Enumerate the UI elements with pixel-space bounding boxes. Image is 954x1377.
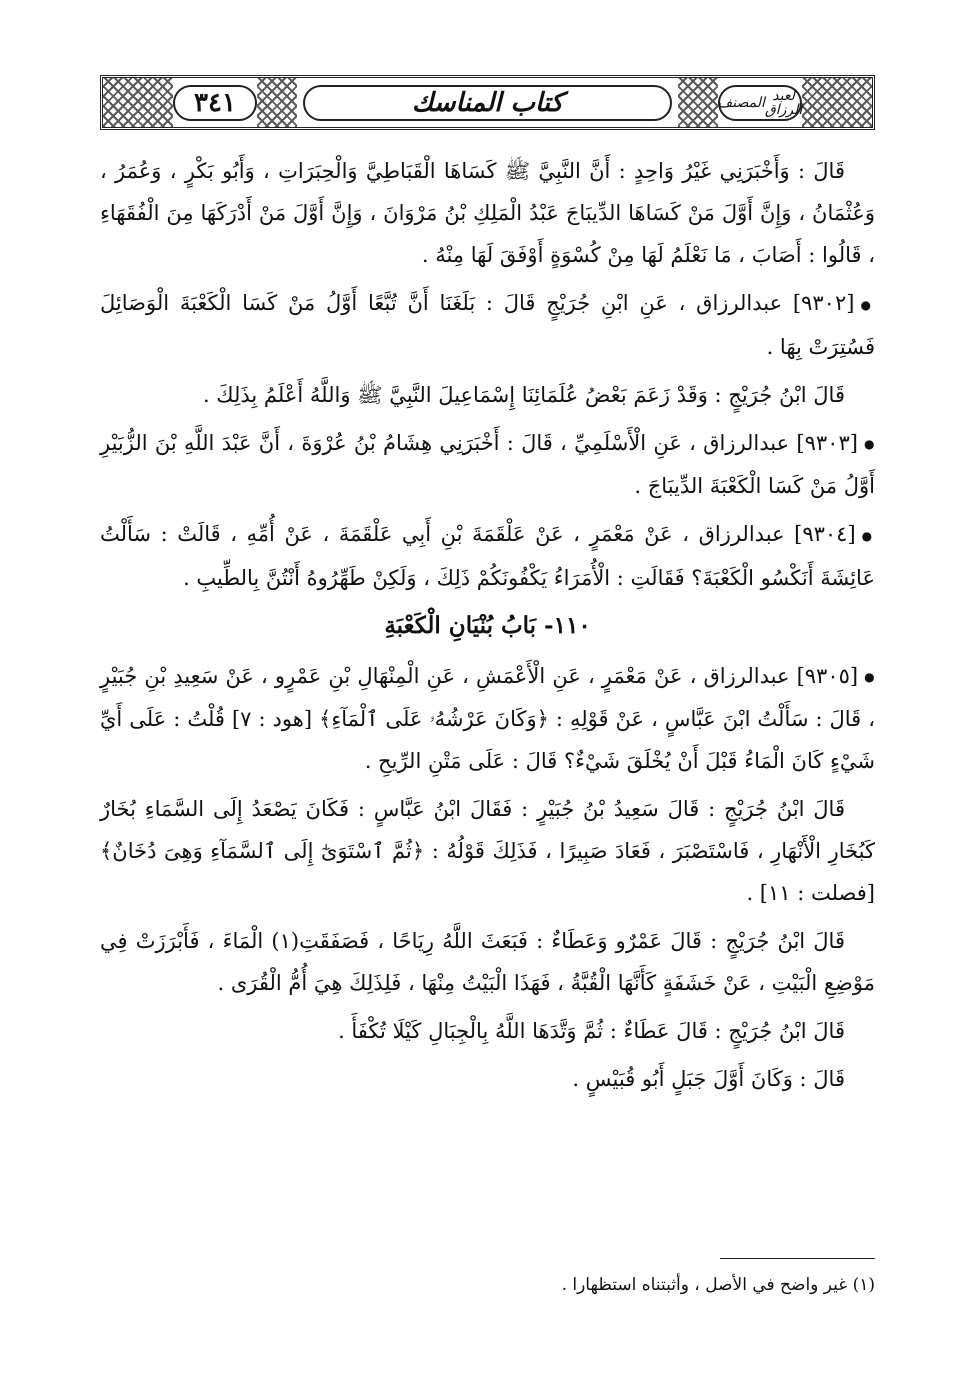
paragraph: قَالَ ابْنُ جُرَيْجٍ : وَقَدْ زَعَمَ بَعْضُ عُلَمَائِنَا إِسْمَاعِيلَ النَّبِيَّ ﷺ وَاللَّهُ أَعْلَمُ بِذَلِكَ .: [202, 382, 845, 407]
hadith-entry-9305: ● [٩٣٠٥] عبدالرزاق ، عَنْ مَعْمَرٍ ، عَنِ الْأَعْمَشِ ، عَنِ الْمِنْهَالِ بْنِ عَمْرٍو ، عَنْ سَعِيدِ بْنِ جُبَيْرٍ ، قَالَ : سَأَلْتُ ابْنَ عَبَّاسٍ ، عَنْ قَوْلِهِ : ﴿وَكَانَ عَرْشُهُۥ عَلَى ٱلْمَآءِ﴾ [هود : ٧] قُلْتُ : عَلَى أَيِّ شَيْءٍ كَانَ الْمَاءُ قَبْلَ أَنْ يُخْلَقَ شَيْءٌ؟ قَالَ : عَلَى مَتْنِ الرِّيحِ .: [100, 655, 875, 783]
paragraph: قَالَ : وَأَخْبَرَنِي غَيْرُ وَاحِدٍ : أَنَّ النَّبِيَّ ﷺ كَسَاهَا الْقَبَاطِيَّ وَالْحِبَرَاتِ ، وَأَبُو بَكْرٍ ، وَعُمَرُ ، وَعُثْمَانُ ، وَإِنَّ أَوَّلَ مَنْ كَسَاهَا الدِّيبَاجَ عَبْدُ الْمَلِكِ بْنُ مَرْوَانَ ، وَإِنَّ أَوَّلَ مَنْ أَدْرَكَهَا مِنَ الْفُقَهَاءِ ، قَالُوا : أَصَابَ ، مَا نَعْلَمُ لَهَا مِنْ كُسْوَةٍ أَوْفَقَ لَهَا مِنْهُ .: [100, 159, 875, 267]
running-header: [100, 75, 875, 130]
paragraph: قَالَ : وَكَانَ أَوَّلَ جَبَلٍ أَبُو قُبَيْسٍ .: [572, 1067, 845, 1091]
ornament-mid-right: [678, 78, 718, 127]
logo-line-2: لعبد الرزاق: [764, 87, 803, 118]
book-title: كتاب المناسك: [303, 85, 672, 121]
ornament-right: [802, 78, 872, 127]
ornament-mid-left: [257, 78, 297, 127]
ornament-left: [103, 78, 173, 127]
paragraph: قَالَ ابْنُ جُرَيْجٍ : قَالَ عَمْرٌو وَعَطَاءٌ : فَبَعَثَ اللَّهُ رِيَاحًا ، فَصَفَقَتِ(١) الْمَاءَ ، فَأَبْرَزَتْ فِي مَوْضِعِ الْبَيْتِ ، عَنْ خَشَفَةٍ كَأَنَّهَا الْقُبَّةُ ، فَهَذَا الْبَيْتُ مِنْهَا ، فَلِذَلِكَ هِيَ أُمُّ الْقُرَى .: [100, 929, 875, 995]
main-text: [100, 150, 875, 1106]
hadith-entry-9304: ● [٩٣٠٤] عبدالرزاق ، عَنْ مَعْمَرٍ ، عَنْ عَلْقَمَةَ بْنِ أَبِي عَلْقَمَةَ ، عَنْ أُمِّهِ ، قَالَتْ : سَأَلْتُ عَائِشَةَ أَنَكْسُو الْكَعْبَةَ؟ فَقَالَتِ : الْأُمَرَاءُ يَكْفُونَكُمْ ذَلِكَ ، وَلَكِنْ طَهِّرُوهُ أَنْتُنَّ بِالطِّيبِ .: [100, 513, 875, 599]
footnote: (١) غير واضح في الأصل ، وأثبتناه استظهارا .: [561, 1275, 875, 1295]
chapter-heading: ١١٠- بَابُ بُنْيَانِ الْكَعْبَةِ: [384, 611, 591, 639]
hadith-entry-9303: ● [٩٣٠٣] عبدالرزاق ، عَنِ الْأَسْلَمِيِّ ، قَالَ : أَخْبَرَنِي هِشَامُ بْنُ عُرْوَةَ ، أَنَّ عَبْدَ اللَّهِ بْنَ الزُّبَيْرِ أَوَّلُ مَنْ كَسَا الْكَعْبَةَ الدِّيبَاجَ .: [100, 422, 875, 508]
publisher-logo: [718, 85, 802, 121]
page-number: ٣٤١: [173, 85, 257, 121]
logo-line-1: المصنف: [717, 94, 765, 111]
hadith-entry-9302: ● [٩٣٠٢] عبدالرزاق ، عَنِ ابْنِ جُرَيْجٍ قَالَ : بَلَغَنَا أَنَّ تُبَّعًا أَوَّلُ مَنْ كَسَا الْكَعْبَةَ الْوَصَائِلَ فَسُتِرَتْ بِهَا .: [100, 282, 875, 368]
footnote-divider: [720, 1258, 875, 1259]
paragraph: قَالَ ابْنُ جُرَيْجٍ : قَالَ سَعِيدُ بْنُ جُبَيْرٍ : فَقَالَ ابْنُ عَبَّاسٍ : فَكَانَ يَصْعَدُ إِلَى السَّمَاءِ بُخَارٌ كَبُخَارِ الْأَنْهَارِ ، فَاسْتَصْبَرَ ، فَعَادَ صَبِيرًا ، فَذَلِكَ قَوْلُهُ : ﴿ثُمَّ ٱسْتَوَىٰٓ إِلَى ٱلسَّمَآءِ وَهِىَ دُخَانٌ﴾ [فصلت : ١١] .: [100, 797, 875, 905]
paragraph: قَالَ ابْنُ جُرَيْجٍ : قَالَ عَطَاءٌ : ثُمَّ وَتَّدَهَا اللَّهُ بِالْجِبَالِ كَيْلَا تُكْفَأَ .: [338, 1019, 845, 1043]
